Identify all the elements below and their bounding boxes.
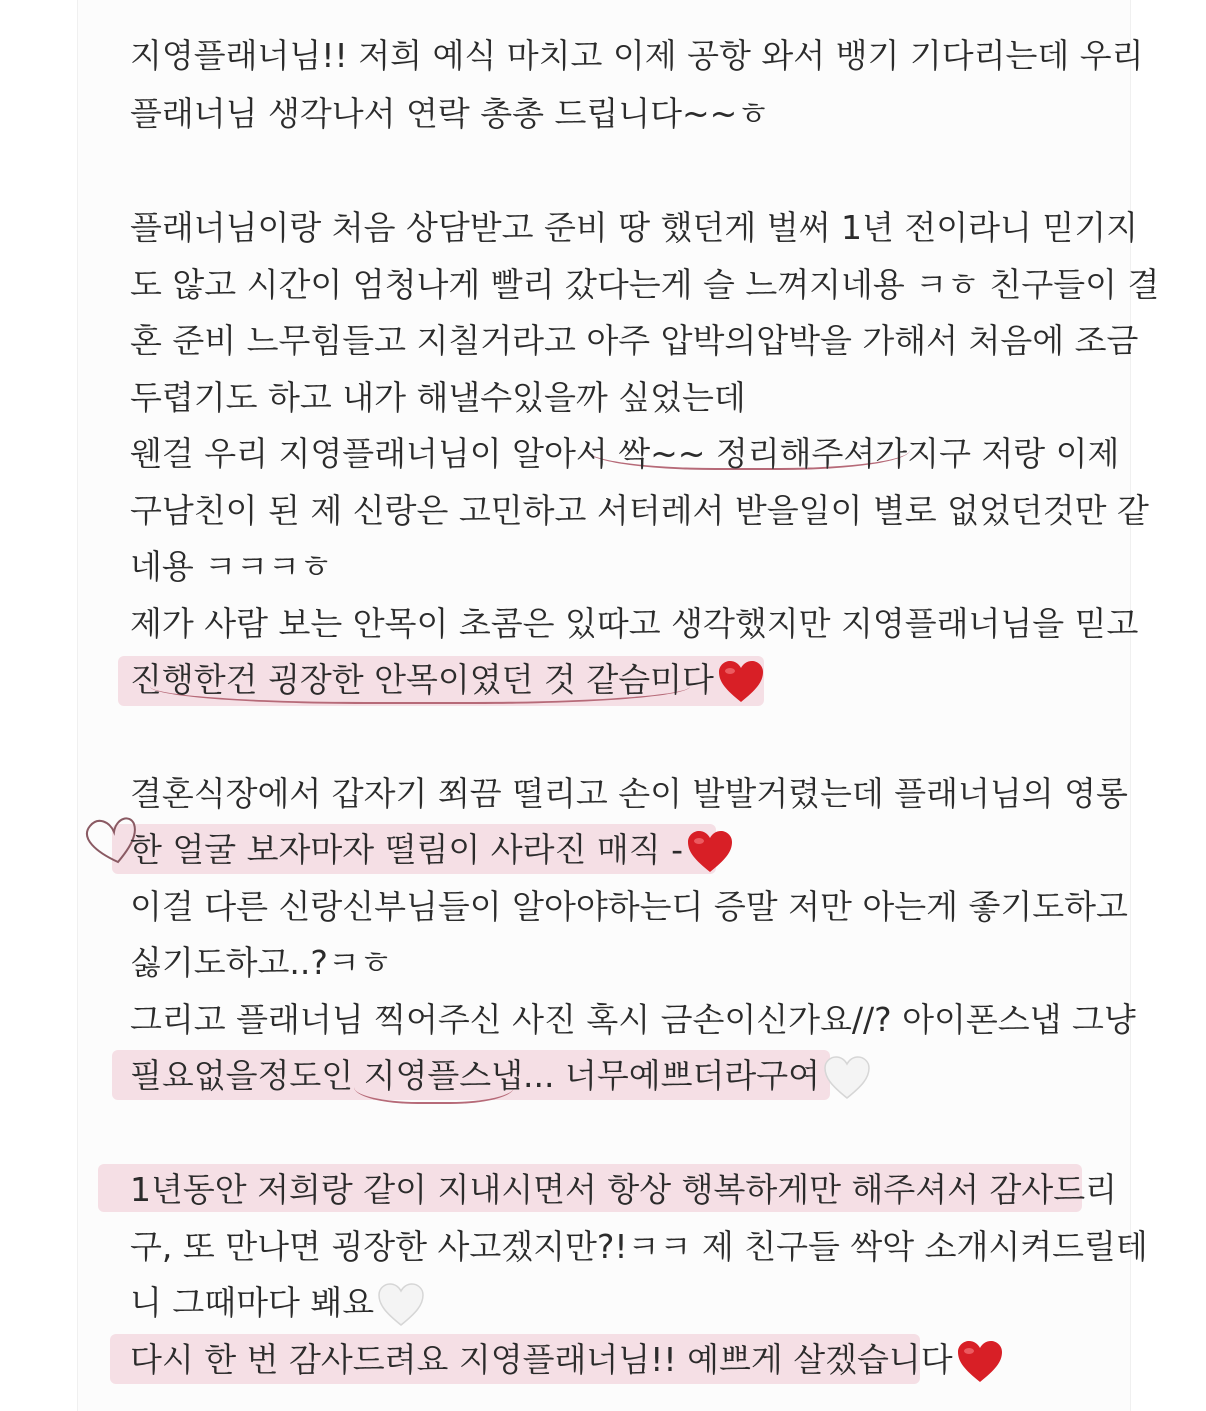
red-heart-icon [718,660,764,704]
text-line: 1년동안 저희랑 같이 지내시면서 항상 행복하게만 해주셔서 감사드리 [130,1170,1118,1209]
text-line-with-heart [130,1048,870,1104]
red-heart-icon [687,830,733,874]
text-line: 두렵기도 하고 내가 해낼수있을까 싶었는데 [130,378,746,417]
text-line: 도 않고 시간이 엄청나게 빨리 갔다는게 슬 느껴지네용 ㅋㅎ 친구들이 결 [130,265,1160,304]
text-line-with-heart [130,652,764,708]
text-line: 결혼식장에서 갑자기 쬐끔 떨리고 손이 발발거렸는데 플래너님의 영롱 [130,774,1128,813]
text-line: 지영플래너님!! 저희 예식 마치고 이제 공항 와서 뱅기 기다리는데 우리 [130,36,1144,75]
text-span: 진행한건 굉장한 안목이였던 것 같슴미다 [130,660,714,699]
text-span: 다시 한 번 감사드려요 지영플래너님!! 예쁘게 살겠습니다 [130,1340,953,1379]
white-heart-icon [378,1283,424,1327]
text-line: 이걸 다른 신랑신부님들이 알아야하는디 증말 저만 아는게 좋기도하고 [130,887,1128,926]
text-line: 구, 또 만나면 굉장한 사고겠지만?!ㅋㅋ 제 친구들 싹악 소개시켜드릴테 [130,1227,1148,1266]
text-line: 싫기도하고..?ㅋㅎ [130,943,392,982]
red-heart-icon [957,1340,1003,1384]
text-line: 네용 ㅋㅋㅋㅎ [130,547,332,586]
text-span: 한 얼굴 보자마자 떨림이 사라진 매직 - [130,830,684,869]
text-line-with-heart [130,1332,1003,1388]
text-line: 웬걸 우리 지영플래너님이 알아서 싹~~ 정리해주셔가지구 저랑 이제 [130,434,1120,473]
text-line-with-heart [130,822,733,878]
text-line: 그리고 플래너님 찍어주신 사진 혹시 금손이신가요//? 아이폰스냅 그냥 [130,1000,1136,1039]
text-line: 구남친이 된 제 신랑은 고민하고 서터레서 받을일이 별로 없었던것만 같 [130,491,1149,530]
text-span: 필요없을정도인 지영플스냅... 너무예쁘더라구여 [130,1056,821,1095]
text-span: 니 그때마다 봬요 [130,1283,375,1322]
text-line: 플래너님 생각나서 연락 총총 드립니다~~ㅎ [130,94,770,133]
text-line: 플래너님이랑 처음 상담받고 준비 땅 했던게 벌써 1년 전이라니 믿기지 [130,208,1138,247]
text-line: 제가 사람 보는 안목이 초콤은 있따고 생각했지만 지영플래너님을 믿고 [130,604,1139,643]
text-line-with-heart [130,1275,424,1331]
text-line: 혼 준비 느무힘들고 지칠거라고 아주 압박의압박을 가해서 처음에 조금 [130,321,1139,360]
white-heart-icon [824,1056,870,1100]
